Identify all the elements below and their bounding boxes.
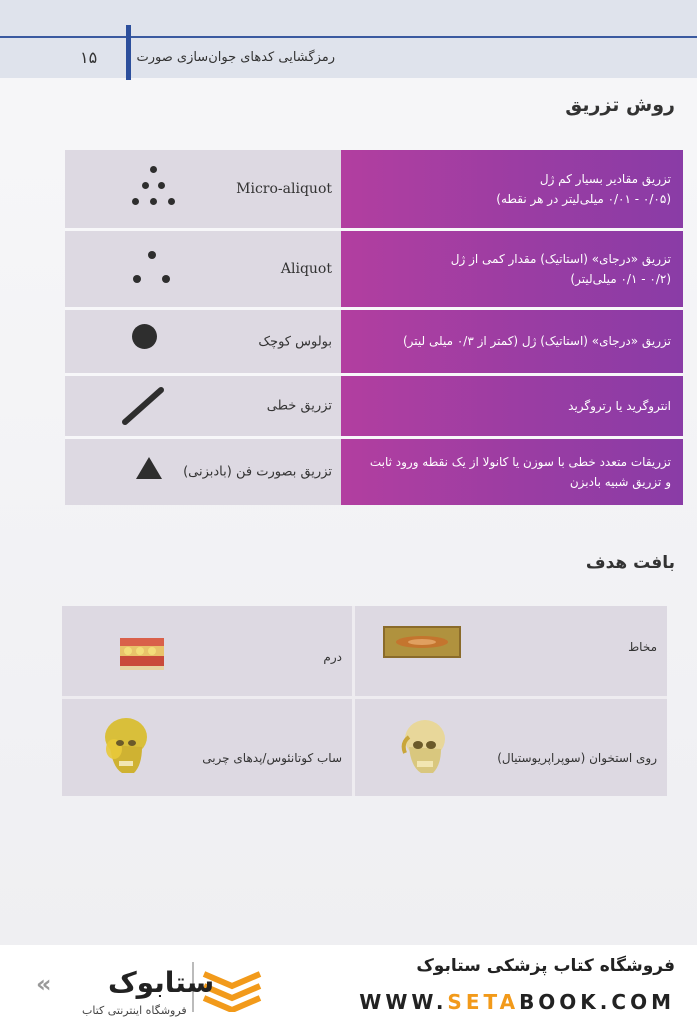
mucosa-image-icon	[383, 626, 461, 658]
technique-label: بولوس کوچک	[258, 334, 332, 349]
brand-logo-word: ستابوک	[108, 966, 215, 999]
diagonal-line-icon	[121, 386, 165, 426]
table-row	[65, 150, 683, 228]
technique-cell	[65, 310, 341, 373]
chevrons-icon: «	[36, 970, 52, 998]
header-divider	[126, 25, 131, 80]
tissue-cell-dermis: درم	[62, 606, 352, 696]
skin-layers-icon	[118, 634, 166, 674]
injection-section-title: روش تزریق	[565, 94, 675, 116]
three-dots-icon	[131, 251, 173, 289]
table-row	[65, 310, 683, 373]
filled-circle-icon	[132, 324, 157, 349]
page-header	[0, 0, 697, 78]
store-url[interactable]: WWW.SETABOOK.COM	[359, 990, 675, 1014]
skull-fat-pads-icon	[100, 715, 152, 777]
chapter-title: رمزگشایی کدهای جوان‌سازی صورت	[136, 50, 335, 65]
technique-label: تزریق خطی	[266, 398, 332, 414]
tissue-cell-mucosa: مخاط	[355, 606, 667, 696]
tissue-section-title: بافت هدف	[585, 553, 675, 573]
technique-cell	[65, 439, 341, 505]
brand-tagline: فروشگاه اینترنتی کتاب	[82, 1004, 187, 1017]
filled-triangle-icon	[135, 455, 163, 481]
technique-cell	[65, 231, 341, 307]
store-name: فروشگاه کتاب پزشکی ستابوک	[416, 956, 675, 976]
technique-description: تزریق «درجای» (استاتیک) ژل (کمتر از ۰/۳ میلی لیتر)	[341, 310, 683, 373]
tissue-table	[62, 606, 667, 796]
technique-description: تزریق «درجای» (استاتیک) مقدار کمی از ژل (۰/۲ - ۰/۱ میلی‌لیتر)	[341, 231, 683, 307]
technique-label: تزریق بصورت فن (بادبزنی)	[183, 464, 332, 480]
tissue-cell-supraperiosteal: روی استخوان (سوپراپریوستیال)	[355, 699, 667, 796]
header-rule	[0, 36, 697, 38]
tissue-cell-subcutaneous: ساب کوتانئوس/پدهای چربی	[62, 699, 352, 796]
technique-description: تزریقات متعدد خطی با سوزن یا کانولا از یک نقطه ورود ثابت و تزریق شبیه بادبزن	[341, 439, 683, 505]
skull-icon	[399, 717, 449, 777]
technique-label: Micro-aliquot	[236, 181, 332, 197]
technique-label: Aliquot	[280, 261, 332, 277]
table-row	[65, 439, 683, 505]
technique-description: انتروگرید یا رتروگرید	[341, 376, 683, 436]
table-row	[65, 231, 683, 307]
triangle-dots-icon	[131, 166, 177, 210]
page-number: ۱۵	[80, 48, 98, 67]
technique-description: تزریق مقادیر بسیار کم ژل (۰/۰۵ - ۰/۰۱ میلی‌لیتر در هر نقطه)	[341, 150, 683, 228]
technique-cell	[65, 376, 341, 436]
technique-cell	[65, 150, 341, 228]
table-row	[65, 376, 683, 436]
